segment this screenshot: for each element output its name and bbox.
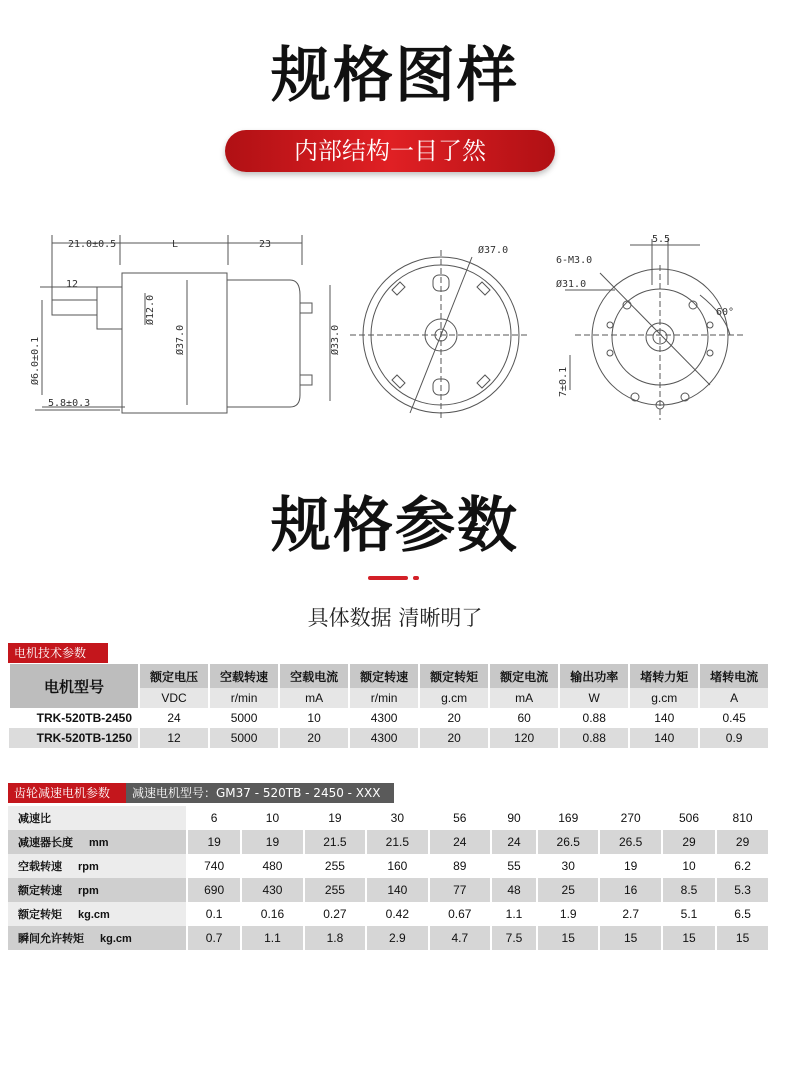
table-cell: 24 bbox=[139, 708, 209, 728]
front-view bbox=[350, 250, 530, 420]
table-cell: 169 bbox=[537, 806, 599, 830]
table-cell: 30 bbox=[366, 806, 428, 830]
dim-7: 7±0.1 bbox=[558, 366, 569, 397]
table-cell: 30 bbox=[537, 854, 599, 878]
gear-table-header: 齿轮减速电机参数 bbox=[8, 783, 132, 803]
table-cell: 255 bbox=[304, 878, 366, 902]
table-cell: 19 bbox=[187, 830, 241, 854]
table-cell: 1.8 bbox=[304, 926, 366, 950]
table-cell: 19 bbox=[241, 830, 303, 854]
table-row bbox=[8, 806, 768, 830]
col-head: 额定转矩 bbox=[419, 664, 489, 688]
dim-phi31: Ø31.0 bbox=[556, 279, 587, 290]
table-cell: 0.67 bbox=[429, 902, 491, 926]
row-unit: rpm bbox=[78, 885, 99, 897]
table-cell: 0.88 bbox=[559, 728, 629, 748]
table-row bbox=[8, 878, 768, 902]
unit-cell: g.cm bbox=[419, 688, 489, 708]
unit-cell: mA bbox=[489, 688, 559, 708]
table-cell: 5000 bbox=[209, 708, 279, 728]
table-cell: 0.45 bbox=[699, 708, 768, 728]
table-cell: 8.5 bbox=[662, 878, 716, 902]
dim-23: 23 bbox=[259, 239, 272, 250]
row-unit: mm bbox=[89, 837, 109, 849]
table-cell: 2.7 bbox=[599, 902, 661, 926]
table-cell: 26.5 bbox=[537, 830, 599, 854]
col-head: 额定电流 bbox=[489, 664, 559, 688]
gear-model-label: 减速电机型号：GM37 - 520TB - 2450 - XXX bbox=[126, 783, 394, 803]
col-head: 空载转速 bbox=[209, 664, 279, 688]
dim-phi33: Ø33.0 bbox=[330, 324, 341, 355]
unit-cell: r/min bbox=[349, 688, 419, 708]
col-head: 输出功率 bbox=[559, 664, 629, 688]
table-cell: 19 bbox=[304, 806, 366, 830]
model-column-head: 电机型号 bbox=[9, 664, 139, 708]
table-cell: 10 bbox=[241, 806, 303, 830]
table-cell: 0.27 bbox=[304, 902, 366, 926]
title-underline-dash bbox=[368, 576, 408, 580]
row-label-text: 空载转速 bbox=[18, 861, 62, 873]
table-cell: 12 bbox=[139, 728, 209, 748]
table-row bbox=[8, 902, 768, 926]
table-cell: 270 bbox=[599, 806, 661, 830]
table-row bbox=[8, 926, 768, 950]
table-cell: 430 bbox=[241, 878, 303, 902]
table-cell: 20 bbox=[419, 708, 489, 728]
col-head: 空载电流 bbox=[279, 664, 349, 688]
table-cell: 6 bbox=[187, 806, 241, 830]
table-cell: 15 bbox=[662, 926, 716, 950]
table-row bbox=[8, 854, 768, 878]
dim-5-8: 5.8±0.3 bbox=[48, 398, 91, 409]
table-cell: 4.7 bbox=[429, 926, 491, 950]
table-cell: 140 bbox=[629, 728, 699, 748]
row-label bbox=[8, 926, 187, 950]
unit-cell: g.cm bbox=[629, 688, 699, 708]
dim-L: L bbox=[172, 239, 179, 250]
table-cell: 5.1 bbox=[662, 902, 716, 926]
dim-phi6: Ø6.0±0.1 bbox=[30, 336, 41, 385]
row-unit: kg.cm bbox=[100, 933, 132, 945]
unit-cell: W bbox=[559, 688, 629, 708]
table-cell: 1.9 bbox=[537, 902, 599, 926]
gear-spec-table bbox=[8, 806, 768, 950]
row-label bbox=[8, 878, 187, 902]
table-cell: 2.9 bbox=[366, 926, 428, 950]
table-cell: 19 bbox=[599, 854, 661, 878]
table-cell: 21.5 bbox=[366, 830, 428, 854]
table-cell: 16 bbox=[599, 878, 661, 902]
table-cell: 5000 bbox=[209, 728, 279, 748]
table-cell: 48 bbox=[491, 878, 537, 902]
table-cell: 21.5 bbox=[304, 830, 366, 854]
motor-table-header-bar bbox=[108, 643, 768, 663]
table-cell: 140 bbox=[366, 878, 428, 902]
table-cell: 5.3 bbox=[716, 878, 768, 902]
row-label bbox=[8, 902, 187, 926]
table-cell: 0.7 bbox=[187, 926, 241, 950]
dim-phi12: Ø12.0 bbox=[145, 294, 156, 325]
table-cell: 15 bbox=[716, 926, 768, 950]
table-cell: 60 bbox=[489, 708, 559, 728]
table-cell: 140 bbox=[629, 708, 699, 728]
unit-cell: A bbox=[699, 688, 768, 708]
table-cell: 56 bbox=[429, 806, 491, 830]
col-head: 额定电压 bbox=[139, 664, 209, 688]
table-cell: 810 bbox=[716, 806, 768, 830]
row-label-text: 减速比 bbox=[18, 813, 51, 825]
table-cell: 77 bbox=[429, 878, 491, 902]
table-cell: 6.2 bbox=[716, 854, 768, 878]
table-cell: 24 bbox=[429, 830, 491, 854]
table-cell: 6.5 bbox=[716, 902, 768, 926]
table-cell: 10 bbox=[662, 854, 716, 878]
table-cell: 15 bbox=[537, 926, 599, 950]
dim-m3: 6-M3.0 bbox=[556, 255, 593, 266]
structure-pill-banner: 内部结构一目了然 bbox=[225, 130, 555, 172]
table-cell: 29 bbox=[716, 830, 768, 854]
table-cell: 89 bbox=[429, 854, 491, 878]
table-cell: 506 bbox=[662, 806, 716, 830]
table-cell: 0.1 bbox=[187, 902, 241, 926]
dim-phi37-front: Ø37.0 bbox=[478, 245, 509, 256]
section-title-specs: 规格参数 bbox=[271, 491, 519, 561]
col-head: 堵转电流 bbox=[699, 664, 768, 688]
table-cell: 4300 bbox=[349, 728, 419, 748]
table-cell: 1.1 bbox=[491, 902, 537, 926]
dim-phi37-side: Ø37.0 bbox=[175, 324, 186, 355]
col-head: 堵转力矩 bbox=[629, 664, 699, 688]
table-cell: 90 bbox=[491, 806, 537, 830]
row-label bbox=[8, 854, 187, 878]
table-cell: 1.1 bbox=[241, 926, 303, 950]
table-cell: 740 bbox=[187, 854, 241, 878]
title-underline-dot bbox=[413, 576, 419, 580]
section-title-drawings: 规格图样 bbox=[271, 41, 519, 111]
row-label bbox=[8, 806, 187, 830]
table-cell: 20 bbox=[419, 728, 489, 748]
table-cell: 26.5 bbox=[599, 830, 661, 854]
table-cell: 55 bbox=[491, 854, 537, 878]
dim-5-5: 5.5 bbox=[652, 234, 671, 245]
row-label bbox=[8, 830, 187, 854]
table-cell: 10 bbox=[279, 708, 349, 728]
dim-21: 21.0±0.5 bbox=[68, 239, 117, 250]
row-unit: rpm bbox=[78, 861, 99, 873]
table-row bbox=[8, 830, 768, 854]
table-cell: 0.16 bbox=[241, 902, 303, 926]
technical-drawing bbox=[0, 225, 790, 435]
side-view bbox=[35, 235, 330, 413]
unit-cell: r/min bbox=[209, 688, 279, 708]
table-cell: 20 bbox=[279, 728, 349, 748]
table-cell: 120 bbox=[489, 728, 559, 748]
row-label-text: 瞬间允许转矩 bbox=[18, 933, 84, 945]
table-cell: 0.42 bbox=[366, 902, 428, 926]
table-cell: 690 bbox=[187, 878, 241, 902]
motor-spec-table bbox=[8, 664, 768, 748]
model-name: TRK-520TB-2450 bbox=[9, 708, 139, 728]
section-subtitle: 具体数据 清晰明了 bbox=[307, 606, 483, 630]
dim-60deg: 60° bbox=[716, 307, 735, 318]
row-label-text: 额定转速 bbox=[18, 885, 62, 897]
row-label-text: 额定转矩 bbox=[18, 909, 62, 921]
table-cell: 7.5 bbox=[491, 926, 537, 950]
table-cell: 0.88 bbox=[559, 708, 629, 728]
table-cell: 4300 bbox=[349, 708, 419, 728]
table-cell: 24 bbox=[491, 830, 537, 854]
table-cell: 0.9 bbox=[699, 728, 768, 748]
table-cell: 255 bbox=[304, 854, 366, 878]
motor-table-header: 电机技术参数 bbox=[8, 643, 110, 663]
unit-cell: VDC bbox=[139, 688, 209, 708]
row-unit: kg.cm bbox=[78, 909, 110, 921]
dim-12: 12 bbox=[66, 279, 79, 290]
row-label-text: 减速器长度 bbox=[18, 837, 73, 849]
table-cell: 480 bbox=[241, 854, 303, 878]
model-name: TRK-520TB-1250 bbox=[9, 728, 139, 748]
table-cell: 25 bbox=[537, 878, 599, 902]
table-cell: 160 bbox=[366, 854, 428, 878]
table-cell: 29 bbox=[662, 830, 716, 854]
table-cell: 15 bbox=[599, 926, 661, 950]
col-head: 额定转速 bbox=[349, 664, 419, 688]
rear-view bbox=[565, 239, 745, 420]
unit-cell: mA bbox=[279, 688, 349, 708]
